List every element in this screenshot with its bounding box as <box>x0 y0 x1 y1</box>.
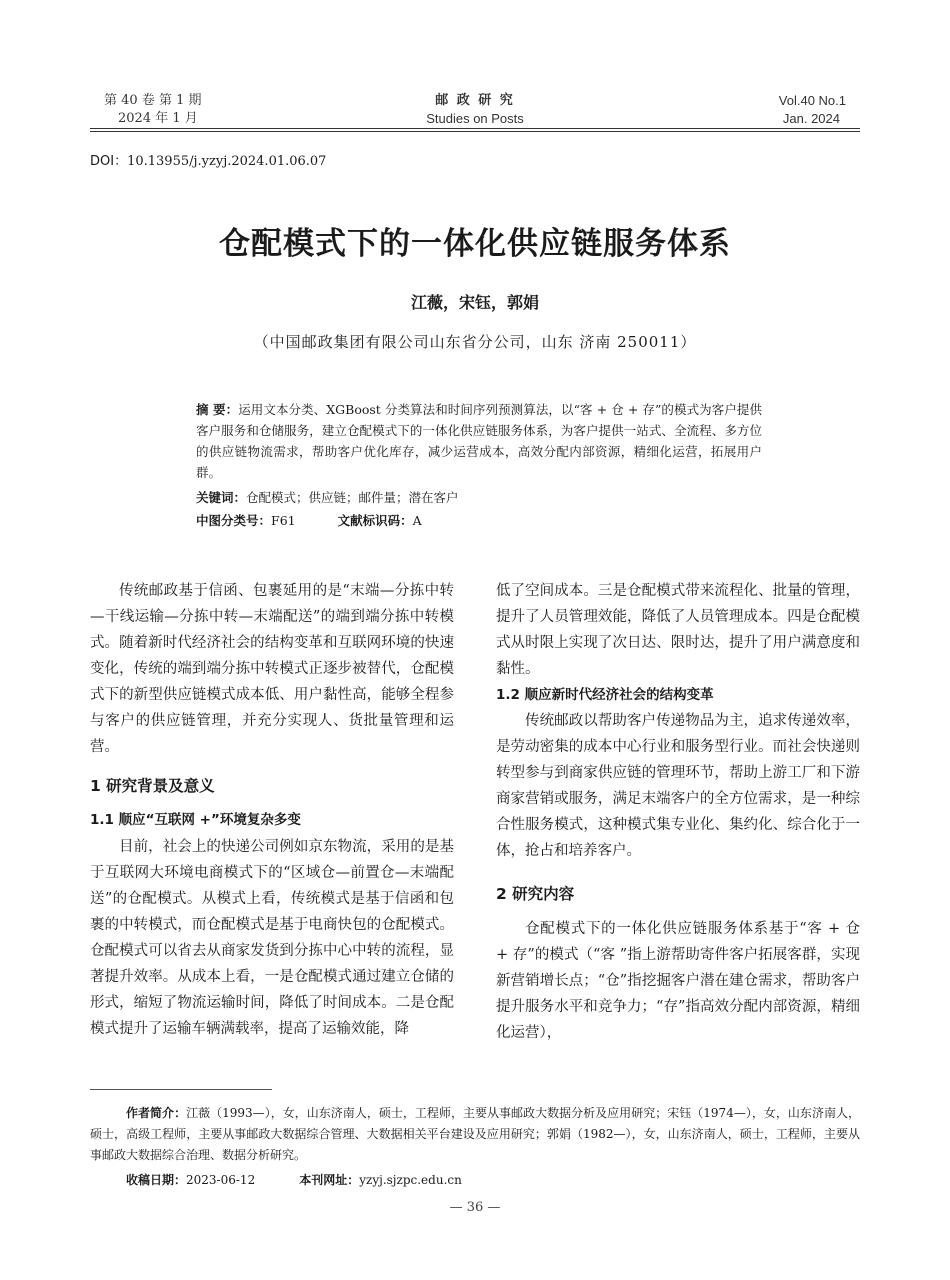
section-1-1-heading: 1.1 顺应“互联网 +”环境复杂多变 <box>90 812 301 828</box>
author-bio-label: 作者简介： <box>126 1106 187 1120</box>
website-label: 本刊网址： <box>299 1173 360 1187</box>
website-url: yzyj.sjzpc.edu.cn <box>359 1173 462 1187</box>
abstract <box>196 399 762 483</box>
paper-title: 仓配模式下的一体化供应链服务体系 <box>219 226 731 262</box>
right-column <box>496 578 860 1046</box>
date-en: Jan. 2024 <box>782 111 840 126</box>
section-1-2-paragraph: 传统邮政以帮助客户传递物品为主，追求传递效率，是劳动密集的成本中心行业和服务型行业。而社会快递则转型参与到商家供应链的管理环节，帮助上游工厂和下游商家营销或服务，满足末端客户的全方位需求，是一种综合性服务模式，这种模式集专业化、集约化、综合化于一体，抢占和培养客户。 <box>496 713 860 859</box>
clc-value: F61 <box>271 513 296 528</box>
journal-name-cn: 邮 政 研 究 <box>435 93 515 108</box>
section-1-2-heading: 1.2 顺应新时代经济社会的结构变革 <box>496 687 714 703</box>
volume-cn: 第 40 卷 第 1 期 <box>104 93 202 108</box>
abstract-label: 摘 要： <box>196 402 239 417</box>
keywords-label: 关键词： <box>196 490 247 505</box>
clc-label: 中图分类号： <box>196 513 272 528</box>
received-label: 收稿日期： <box>126 1173 187 1187</box>
section-2-heading: 2 研究内容 <box>496 885 575 903</box>
received-date: 2023-06-12 <box>186 1173 256 1187</box>
keywords-value: 仓配模式；供应链；邮件量；潜在客户 <box>246 490 459 505</box>
left-column <box>90 578 454 1042</box>
doi <box>90 150 326 169</box>
date-cn: 2024 年 1 月 <box>118 111 198 126</box>
abstract-text: 运用文本分类、XGBoost 分类算法和时间序列预测算法，以“客 + 仓 + 存”的模式为客户提供客户服务和仓储服务，建立仓配模式下的一体化供应链服务体系，为客户提供一站式、全流程、多方位的供应链物流需求，帮助客户优化库存，减少运营成本，高效分配内部资源，精细化运营，拓展用户群。 <box>196 402 763 480</box>
affiliation: （中国邮政集团有限公司山东省分公司，山东 济南 250011） <box>253 333 697 351</box>
doc-code-value: A <box>412 513 422 528</box>
section-2-paragraph: 仓配模式下的一体化供应链服务体系基于“客 + 仓 + 存”的模式（“客 ”指上游帮助寄件客户拓展客群，实现新营销增长点；“仓”指挖掘客户潜在建仓需求，帮助客户提升服务水平和竞争力；“存”指高效分配内部资源，精细化运营）， <box>496 921 860 1041</box>
doi-label: DOI： <box>90 154 128 169</box>
continued-paragraph: 低了空间成本。三是仓配模式带来流程化、批量的管理，提升了人员管理效能，降低了人员管理成本。四是仓配模式从时限上实现了次日达、限时达，提升了用户满意度和黏性。 <box>496 583 860 677</box>
intro-paragraph: 传统邮政基于信函、包裹延用的是“末端—分拣中转—干线运输—分拣中转—末端配送”的端到端分拣中转模式。随着新时代经济社会的结构变革和互联网环境的快速变化，传统的端到端分拣中转模式正逐步被替代，仓配模式下的新型供应链模式成本低、用户黏性高，能够全程参与客户的供应链管理，并充分实现人、货批量管理和运营。 <box>90 583 454 755</box>
keywords <box>196 487 762 508</box>
authors: 江薇，宋钰，郭娟 <box>410 293 539 312</box>
author-bio <box>90 1103 860 1166</box>
page-number: — 36 — <box>449 1200 501 1215</box>
header-rule-top <box>90 128 860 129</box>
header-rule-bottom <box>90 131 860 132</box>
author-bio-text: 江薇（1993—），女，山东济南人，硕士，工程师，主要从事邮政大数据分析及应用研究；宋钰（1974—），女，山东济南人，硕士，高级工程师，主要从事邮政大数据综合管理、大数据相关平台建设及应用研究；郭娟（1982—），女，山东济南人，硕士，工程师，主要从事邮政大数据综合治理、数据分析研究。 <box>90 1106 860 1162</box>
doi-value: 10.13955/j.yzyj.2024.01.06.07 <box>127 154 327 169</box>
volume-en: Vol.40 No.1 <box>778 93 846 108</box>
section-1-1-paragraph: 目前，社会上的快递公司例如京东物流，采用的是基于互联网大环境电商模式下的“区域仓—前置仓—末端配送”的仓配模式。从模式上看，传统模式是基于信函和包裹的中转模式，而仓配模式是基于电商快包的仓配模式。仓配模式可以省去从商家发货到分拣中心中转的流程，显著提升效率。从成本上看，一是仓配模式通过建立仓储的形式，缩短了物流运输时间，降低了时间成本。二是仓配模式提升了运输车辆满载率，提高了运输效能，降 <box>90 839 454 1037</box>
journal-name-en: Studies on Posts <box>426 111 524 126</box>
footnote-rule <box>90 1089 272 1090</box>
classification <box>196 510 762 531</box>
received-and-website <box>90 1170 860 1191</box>
section-1-heading: 1 研究背景及意义 <box>90 777 215 795</box>
doc-code-label: 文献标识码： <box>337 513 413 528</box>
